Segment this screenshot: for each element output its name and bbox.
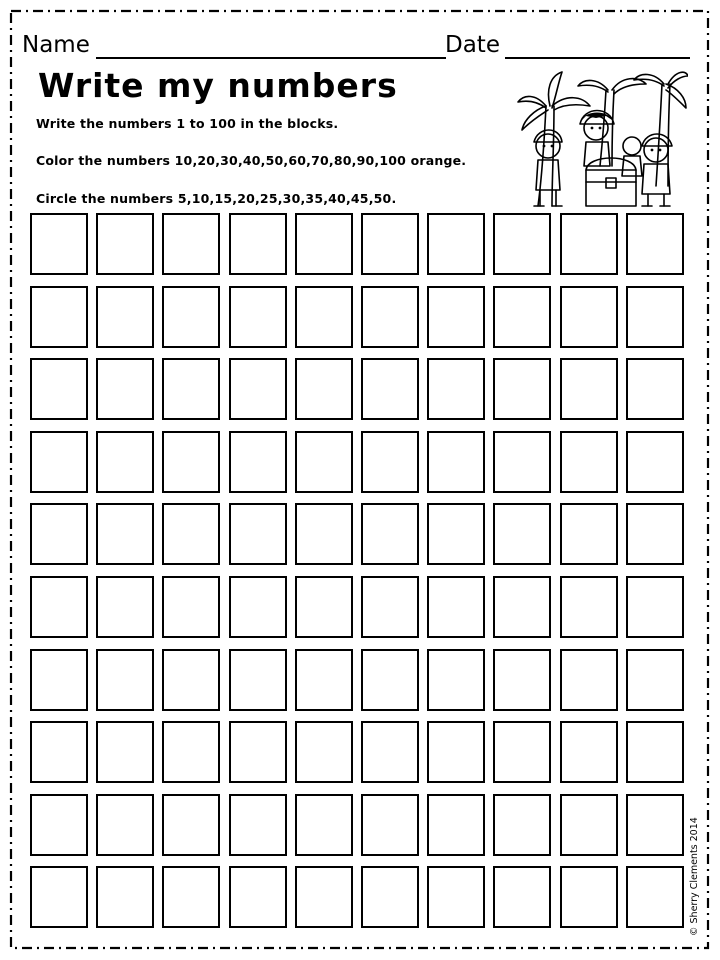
number-box[interactable] [30,286,88,348]
number-box[interactable] [560,503,618,565]
number-box[interactable] [96,649,154,711]
name-date-row [22,30,690,64]
number-box[interactable] [96,358,154,420]
date-field[interactable] [505,57,690,59]
number-box[interactable] [560,866,618,928]
name-label: Name [22,32,90,58]
number-box[interactable] [30,503,88,565]
instruction-circle: Circle the numbers 5,10,15,20,25,30,35,40,45,50. [36,191,397,206]
number-box[interactable] [295,721,353,783]
number-box[interactable] [295,866,353,928]
number-box[interactable] [626,576,684,638]
number-box[interactable] [295,213,353,275]
number-box[interactable] [427,794,485,856]
number-box[interactable] [162,721,220,783]
number-box[interactable] [626,431,684,493]
number-box[interactable] [361,794,419,856]
number-box[interactable] [560,286,618,348]
number-box[interactable] [361,431,419,493]
number-box[interactable] [96,794,154,856]
page-title: Write my numbers [38,66,398,105]
number-box[interactable] [30,721,88,783]
number-box[interactable] [295,503,353,565]
number-box[interactable] [295,649,353,711]
number-box[interactable] [162,213,220,275]
number-box[interactable] [560,576,618,638]
number-box[interactable] [30,358,88,420]
number-box[interactable] [162,866,220,928]
number-box[interactable] [162,503,220,565]
number-box[interactable] [427,431,485,493]
number-box[interactable] [229,576,287,638]
number-box[interactable] [162,358,220,420]
number-box[interactable] [96,576,154,638]
number-box[interactable] [96,431,154,493]
number-box[interactable] [626,503,684,565]
number-box[interactable] [427,721,485,783]
number-box[interactable] [626,358,684,420]
instruction-color: Color the numbers 10,20,30,40,50,60,70,80,90,100 orange. [36,153,467,168]
number-box[interactable] [30,213,88,275]
number-box[interactable] [229,721,287,783]
number-box[interactable] [427,286,485,348]
number-box[interactable] [361,576,419,638]
number-box[interactable] [96,866,154,928]
number-box[interactable] [229,431,287,493]
number-box[interactable] [96,213,154,275]
pirate-kids-treasure-island-icon [516,66,688,212]
number-box[interactable] [560,213,618,275]
number-box[interactable] [560,721,618,783]
number-box[interactable] [30,794,88,856]
number-box[interactable] [229,213,287,275]
number-box[interactable] [96,503,154,565]
number-box[interactable] [295,576,353,638]
number-box[interactable] [162,431,220,493]
number-box[interactable] [626,721,684,783]
number-box[interactable] [295,358,353,420]
number-box[interactable] [493,866,551,928]
number-box[interactable] [626,213,684,275]
number-box[interactable] [229,649,287,711]
number-box[interactable] [361,503,419,565]
number-box[interactable] [493,213,551,275]
number-box[interactable] [493,358,551,420]
number-box[interactable] [162,649,220,711]
number-box[interactable] [560,431,618,493]
number-box[interactable] [361,866,419,928]
number-box[interactable] [427,576,485,638]
number-box[interactable] [229,286,287,348]
number-box[interactable] [30,866,88,928]
number-box[interactable] [96,721,154,783]
number-box[interactable] [427,649,485,711]
number-grid [30,213,691,938]
number-box[interactable] [361,649,419,711]
number-box[interactable] [229,503,287,565]
instruction-write: Write the numbers 1 to 100 in the blocks. [36,116,339,131]
name-field[interactable] [96,57,446,59]
number-box[interactable] [493,649,551,711]
number-box[interactable] [30,431,88,493]
number-box[interactable] [96,286,154,348]
number-box[interactable] [493,431,551,493]
number-box[interactable] [361,721,419,783]
number-box[interactable] [560,358,618,420]
number-box[interactable] [427,503,485,565]
number-box[interactable] [493,286,551,348]
number-box[interactable] [560,794,618,856]
number-box[interactable] [361,358,419,420]
number-box[interactable] [493,576,551,638]
number-box[interactable] [493,721,551,783]
number-box[interactable] [626,866,684,928]
number-box[interactable] [626,794,684,856]
number-box[interactable] [229,794,287,856]
number-box[interactable] [626,649,684,711]
number-box[interactable] [493,794,551,856]
number-box[interactable] [427,358,485,420]
number-box[interactable] [626,286,684,348]
number-box[interactable] [295,794,353,856]
number-box[interactable] [229,866,287,928]
number-box[interactable] [493,503,551,565]
number-box[interactable] [560,649,618,711]
number-box[interactable] [361,286,419,348]
number-box[interactable] [427,213,485,275]
number-box[interactable] [427,866,485,928]
number-box[interactable] [162,286,220,348]
number-box[interactable] [295,286,353,348]
number-box[interactable] [361,213,419,275]
number-box[interactable] [30,576,88,638]
number-box[interactable] [162,576,220,638]
copyright-credit: © Sherry Clements 2014 [689,817,700,936]
number-box[interactable] [30,649,88,711]
number-box[interactable] [162,794,220,856]
number-box[interactable] [295,431,353,493]
number-box[interactable] [229,358,287,420]
date-label: Date [445,32,500,58]
